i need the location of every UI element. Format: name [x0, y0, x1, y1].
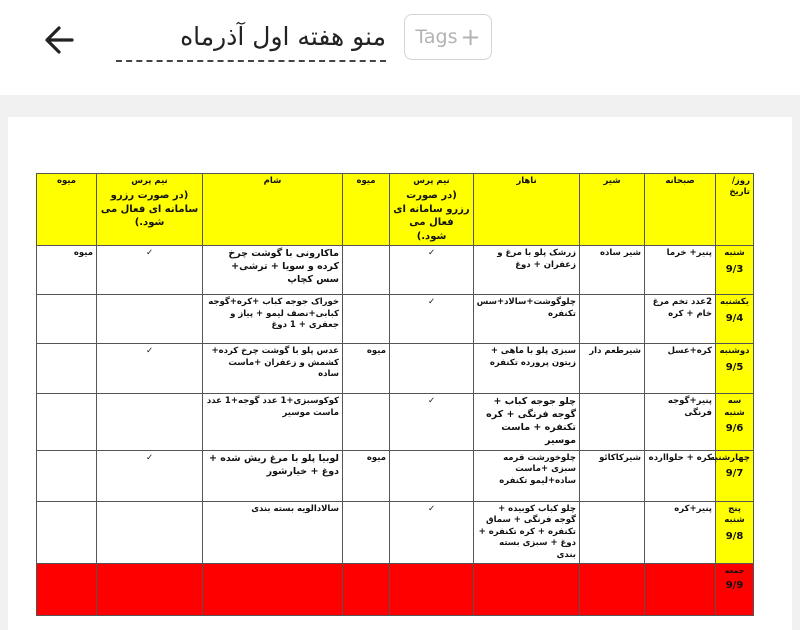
fruit-lunch-cell: میوه [343, 450, 390, 501]
milk-cell [580, 501, 645, 563]
milk-cell [580, 394, 645, 450]
weekly-menu-table [36, 173, 754, 616]
day-name: شنبه [724, 248, 745, 259]
day-date: 9/3 [725, 263, 744, 275]
dinner-cell: کوکوسبزی+1 عدد گوجه+1 عدد ماست موسیر [203, 394, 343, 450]
fruit-lunch-cell [343, 295, 390, 344]
tags-label: Tags [415, 26, 458, 48]
day-date: 9/9 [725, 580, 744, 592]
half-lunch-check: ✓ [390, 501, 474, 563]
table-row [37, 246, 754, 295]
fruit-dinner-cell [37, 394, 97, 450]
day-name: جمعه [724, 566, 745, 576]
breakfast-cell: پنیر+ خرما [645, 246, 716, 295]
day-name: چهارشنبه [709, 452, 750, 463]
breakfast-cell: کره+عسل [645, 344, 716, 394]
breakfast-cell: پنیر+گوجه فرنگی [645, 394, 716, 450]
fruit-dinner-cell [37, 564, 97, 616]
half-lunch-check: ✓ [390, 246, 474, 295]
dinner-cell [203, 564, 343, 616]
fruit-dinner-cell [37, 450, 97, 501]
table-row-holiday [37, 564, 754, 616]
fruit-lunch-cell [343, 246, 390, 295]
day-cell [716, 295, 754, 344]
fruit-lunch-cell [343, 564, 390, 616]
day-cell [709, 450, 754, 501]
milk-cell: شیرطعم دار [580, 344, 645, 394]
note-header [0, 0, 800, 95]
dinner-cell: ماکارونی با گوشت چرخ کرده و سویا + ترشی+ سس کچاپ [203, 246, 343, 295]
fruit-lunch-cell: میوه [343, 344, 390, 394]
header-half-portion-dinner-note: (در صورت رزرو سامانه ای فعال می شود.) [100, 190, 199, 229]
fruit-dinner-cell [37, 344, 97, 394]
dinner-cell: خوراک جوجه کباب +کره+گوجه کبابی+نصف لیمو + پیاز و جعفری + 1 دوغ [203, 295, 343, 344]
day-date: 9/8 [725, 530, 744, 542]
half-dinner-check: ✓ [97, 246, 203, 295]
lunch-cell [474, 564, 580, 616]
lunch-cell: چلوخورشت قرمه سبزی +ماست ساده+لیمو تکنفره [474, 450, 580, 501]
lunch-cell: چلوگوشت+سالاد+سس تکنفره [474, 295, 580, 344]
header-breakfast: صبحانه [645, 174, 716, 246]
table-row [37, 344, 754, 394]
breakfast-cell: 2عدد تخم مرغ خام + کره [645, 295, 716, 344]
fruit-dinner-cell [37, 295, 97, 344]
day-name: یکشنبه [720, 297, 749, 308]
half-lunch-check: ✓ [390, 295, 474, 344]
title-underline [116, 60, 386, 62]
milk-cell: شیر ساده [580, 246, 645, 295]
breakfast-cell: پنیر+کره [645, 501, 716, 563]
day-date: 9/5 [725, 361, 744, 373]
half-dinner-check [97, 501, 203, 563]
header-half-portion-lunch-label: نیم پرس [413, 176, 450, 186]
half-dinner-check [97, 295, 203, 344]
header-fruit-dinner: میوه [37, 174, 97, 246]
breakfast-cell [645, 564, 716, 616]
day-name: سه شنبه [724, 396, 745, 418]
breakfast-cell: کره + حلواارده [645, 450, 716, 501]
back-button[interactable] [40, 20, 80, 60]
table-header-row [37, 174, 754, 246]
fruit-lunch-cell [343, 501, 390, 563]
day-name: دوشنبه [719, 346, 750, 357]
day-cell [716, 564, 754, 616]
half-lunch-check: ✓ [390, 394, 474, 450]
lunch-cell: چلو جوجه کباب + گوجه فرنگی + کره تکنفره + ماست موسیر [474, 394, 580, 450]
day-cell [716, 501, 754, 563]
arrow-left-icon [40, 20, 80, 60]
day-date: 9/4 [725, 312, 744, 324]
half-lunch-check [390, 450, 474, 501]
header-half-portion-dinner-label: نیم پرس [131, 176, 168, 186]
table-row [37, 295, 754, 344]
half-dinner-check: ✓ [97, 450, 203, 501]
plus-icon: + [460, 23, 481, 51]
table-row [37, 394, 754, 450]
note-title[interactable]: منو هفته اول آذرماه [180, 22, 386, 51]
day-cell [716, 246, 754, 295]
half-lunch-check [390, 564, 474, 616]
half-dinner-check [97, 564, 203, 616]
dinner-cell: سالادالویه بسته بندی [203, 501, 343, 563]
milk-cell [580, 564, 645, 616]
milk-cell [580, 295, 645, 344]
header-day: روز/تاریخ [716, 174, 754, 246]
day-cell [716, 344, 754, 394]
header-half-portion-dinner [97, 174, 203, 246]
header-half-portion-lunch-note: (در صورت رزرو سامانه ای فعال می شود.) [393, 190, 470, 242]
table-row [37, 501, 754, 563]
fruit-lunch-cell [343, 394, 390, 450]
tags-button[interactable] [404, 14, 492, 60]
milk-cell: شیرکاکائو [580, 450, 645, 501]
day-date: 9/6 [725, 423, 744, 435]
header-fruit-lunch: میوه [343, 174, 390, 246]
dinner-cell: لوبیا پلو با مرغ ریش شده + دوغ + خیارشور [203, 450, 343, 501]
header-lunch: ناهار [474, 174, 580, 246]
day-name: پنج شنبه [724, 503, 745, 526]
day-date: 9/7 [725, 468, 744, 480]
fruit-dinner-cell [37, 501, 97, 563]
header-half-portion-lunch [390, 174, 474, 246]
half-dinner-check: ✓ [97, 344, 203, 394]
half-dinner-check [97, 394, 203, 450]
lunch-cell: چلو کباب کوبیده + گوجه فرنگی + سماق تکنفره + کره تکنفره + دوغ + سبزی بسته بندی [474, 501, 580, 563]
dinner-cell: عدس پلو با گوشت چرخ کرده+ کشمش و زعفران +ماست ساده [203, 344, 343, 394]
fruit-dinner-cell: میوه [37, 246, 97, 295]
lunch-cell: سبزی پلو با ماهی + زیتون پرورده تکنفره [474, 344, 580, 394]
day-cell [716, 394, 754, 450]
header-milk: شیر [580, 174, 645, 246]
table-row [37, 450, 754, 501]
lunch-cell: زرشک پلو با مرغ و زعفران + دوغ [474, 246, 580, 295]
half-lunch-check [390, 344, 474, 394]
header-dinner: شام [203, 174, 343, 246]
